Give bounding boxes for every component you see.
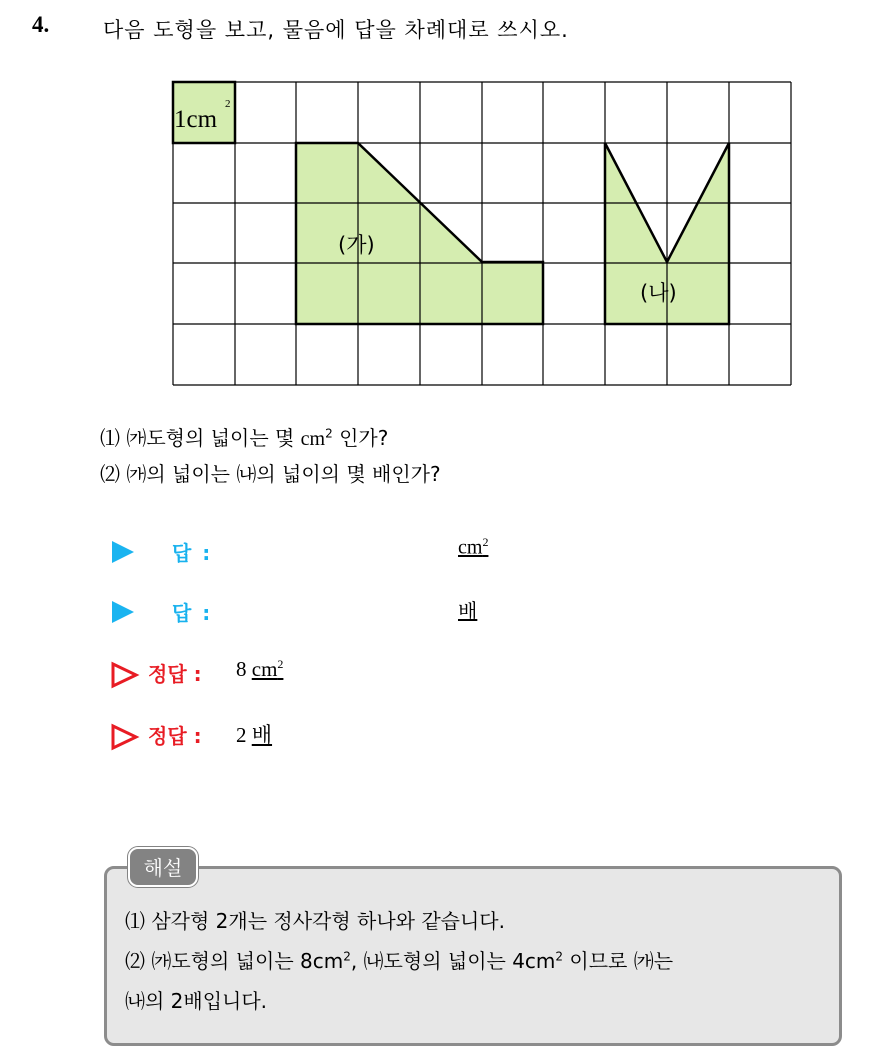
- outline-triangle-icon: [110, 661, 140, 689]
- subquestion-1-sup: 2: [325, 426, 333, 441]
- unit-label: 1cm: [174, 106, 218, 133]
- subquestion-1-prefix: ⑴ ㈎도형의 넓이는 몇: [100, 426, 301, 450]
- outline-triangle-icon: [110, 723, 140, 751]
- answer-label-1: 답 :: [172, 541, 213, 565]
- shape-b-label: (나): [640, 281, 677, 305]
- explanation-tag: 해설: [128, 847, 198, 887]
- correct-label-2: 정답 :: [148, 724, 202, 748]
- answer-row-2: [108, 595, 608, 629]
- correct-label-1: 정답 :: [148, 662, 202, 686]
- play-triangle-icon: [112, 541, 134, 563]
- subquestion-2: ⑵ ㈎의 넓이는 ㈏의 넓이의 몇 배인가?: [100, 462, 441, 486]
- shape-a-label: (가): [338, 233, 375, 257]
- explanation-line-3: ㈏의 2배입니다.: [125, 989, 268, 1013]
- answer-row-1: [108, 535, 608, 569]
- answer-unit-1[interactable]: $cm^2$: [458, 535, 489, 559]
- unit-label-sup: 2: [225, 98, 231, 110]
- grid-figure: [0, 0, 884, 400]
- correct-value-1: 8 $cm^2$: [236, 657, 284, 681]
- question-text: 다음 도형을 보고, 물음에 답을 차례대로 쓰시오.: [103, 18, 569, 42]
- subquestion-1-unit: cm: [300, 428, 326, 450]
- question-number: 4.: [32, 12, 50, 37]
- answer-label-2: 답 :: [172, 601, 213, 625]
- correct-value-2: 2 배: [236, 723, 273, 747]
- correct-row-2: [108, 719, 508, 753]
- explanation-line-2: ⑵ ㈎도형의 넓이는 $8cm^2$, ㈏도형의 넓이는 $4cm^2$ 이므로 ㈎는: [125, 949, 674, 973]
- correct-row-1: [108, 657, 508, 691]
- explanation-line-1: ⑴ 삼각형 2개는 정사각형 하나와 같습니다.: [125, 909, 505, 933]
- subquestion-1: [100, 422, 388, 451]
- explanation-box: [104, 866, 842, 1046]
- answer-unit-2[interactable]: 배: [458, 599, 478, 623]
- subquestion-1-suffix: 인가?: [332, 426, 389, 450]
- play-triangle-icon: [112, 601, 134, 623]
